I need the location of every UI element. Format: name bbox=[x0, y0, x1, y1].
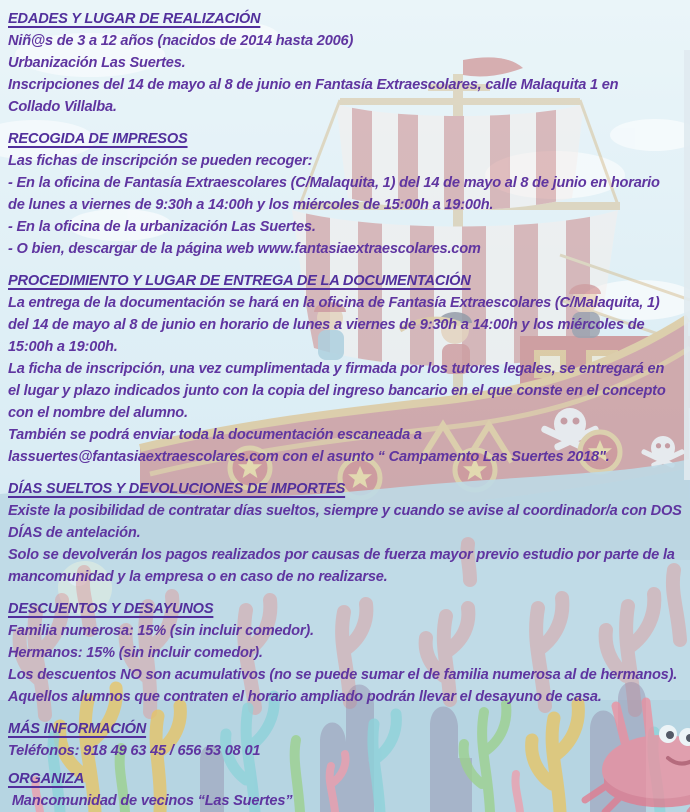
section-title-procedimiento: PROCEDIMIENTO Y LUGAR DE ENTREGA DE LA DOCUMENTACIÓN bbox=[8, 273, 471, 289]
text-line: - En la oficina de Fantasía Extraescolares (C/Malaquita, 1) del 14 de mayo al 8 de junio en horario bbox=[8, 175, 660, 191]
text-line: Niñ@s de 3 a 12 años (nacidos de 2014 hasta 2006) bbox=[8, 33, 354, 49]
section-descuentos bbox=[8, 598, 690, 708]
text-line: del 14 de mayo al 8 de junio en horario de lunes a viernes de 9:30h a 14:00h y los miércoles de bbox=[8, 317, 645, 333]
section-recogida bbox=[8, 128, 690, 260]
text-line: con el nombre del alumno. bbox=[8, 405, 188, 421]
section-title-descuentos: DESCUENTOS Y DESAYUNOS bbox=[8, 601, 214, 617]
section-mas-informacion bbox=[8, 718, 690, 762]
text-line: Solo se devolverán los pagos realizados por causas de fuerza mayor previo estudio por parte de la bbox=[8, 547, 675, 563]
text-line: - O bien, descargar de la página web www.fantasiaextraescolares.com bbox=[8, 241, 481, 257]
section-edades bbox=[8, 8, 690, 118]
text-line: Mancomunidad de vecinos “Las Suertes” bbox=[8, 793, 293, 809]
text-line: Collado Villalba. bbox=[8, 99, 117, 115]
text-line: Existe la posibilidad de contratar días sueltos, siempre y cuando se avise al coordinador/a con DOS bbox=[8, 503, 682, 519]
text-line: También se podrá enviar toda la documentación escaneada a bbox=[8, 427, 422, 443]
text-line: La ficha de inscripción, una vez cumplimentada y firmada por los tutores legales, se entregará en bbox=[8, 361, 665, 377]
text-line: Los descuentos NO son acumulativos (no se puede sumar el de familia numerosa al de hermanos). bbox=[8, 667, 678, 683]
section-title-recogida: RECOGIDA DE IMPRESOS bbox=[8, 131, 188, 147]
section-procedimiento bbox=[8, 270, 690, 468]
text-line: Familia numerosa: 15% (sin incluir comedor). bbox=[8, 623, 314, 639]
section-title-organiza: ORGANIZA bbox=[8, 771, 85, 787]
text-line: mancomunidad y la empresa o en caso de no realizarse. bbox=[8, 569, 388, 585]
text-line: Las fichas de inscripción se pueden recoger: bbox=[8, 153, 313, 169]
section-title-dias-sueltos: DÍAS SUELTOS Y DEVOLUCIONES DE IMPORTES bbox=[8, 481, 346, 497]
text-line: DÍAS de antelación. bbox=[8, 525, 141, 541]
text-line: Aquellos alumnos que contraten el horario ampliado podrán llevar el desayuno de casa. bbox=[8, 689, 602, 705]
text-line: de lunes a viernes de 9:30h a 14:00h y los miércoles de 15:00h a 19:00h. bbox=[8, 197, 494, 213]
text-line: Urbanización Las Suertes. bbox=[8, 55, 186, 71]
section-title-edades: EDADES Y LUGAR DE REALIZACIÓN bbox=[8, 11, 261, 27]
text-line: lassuertes@fantasiaextraescolares.com con el asunto “ Campamento Las Suertes 2018". bbox=[8, 449, 610, 465]
text-line: Hermanos: 15% (sin incluir comedor). bbox=[8, 645, 263, 661]
section-title-mas-informacion: MÁS INFORMACIÓN bbox=[8, 721, 147, 737]
text-line: Teléfonos: 918 49 63 45 / 656 53 08 01 bbox=[8, 743, 261, 759]
text-line: el lugar y plazo indicados junto con la copia del ingreso bancario en el que conste en el concepto bbox=[8, 383, 666, 399]
text-line: Inscripciones del 14 de mayo al 8 de junio en Fantasía Extraescolares, calle Malaquita 1 en bbox=[8, 77, 619, 93]
text-line: 15:00h a 19:00h. bbox=[8, 339, 118, 355]
section-organiza bbox=[8, 768, 690, 812]
section-dias-sueltos bbox=[8, 478, 690, 588]
text-line: La entrega de la documentación se hará en la oficina de Fantasía Extraescolares (C/Malaquita, 1) bbox=[8, 295, 660, 311]
text-line: - En la oficina de la urbanización Las Suertes. bbox=[8, 219, 316, 235]
